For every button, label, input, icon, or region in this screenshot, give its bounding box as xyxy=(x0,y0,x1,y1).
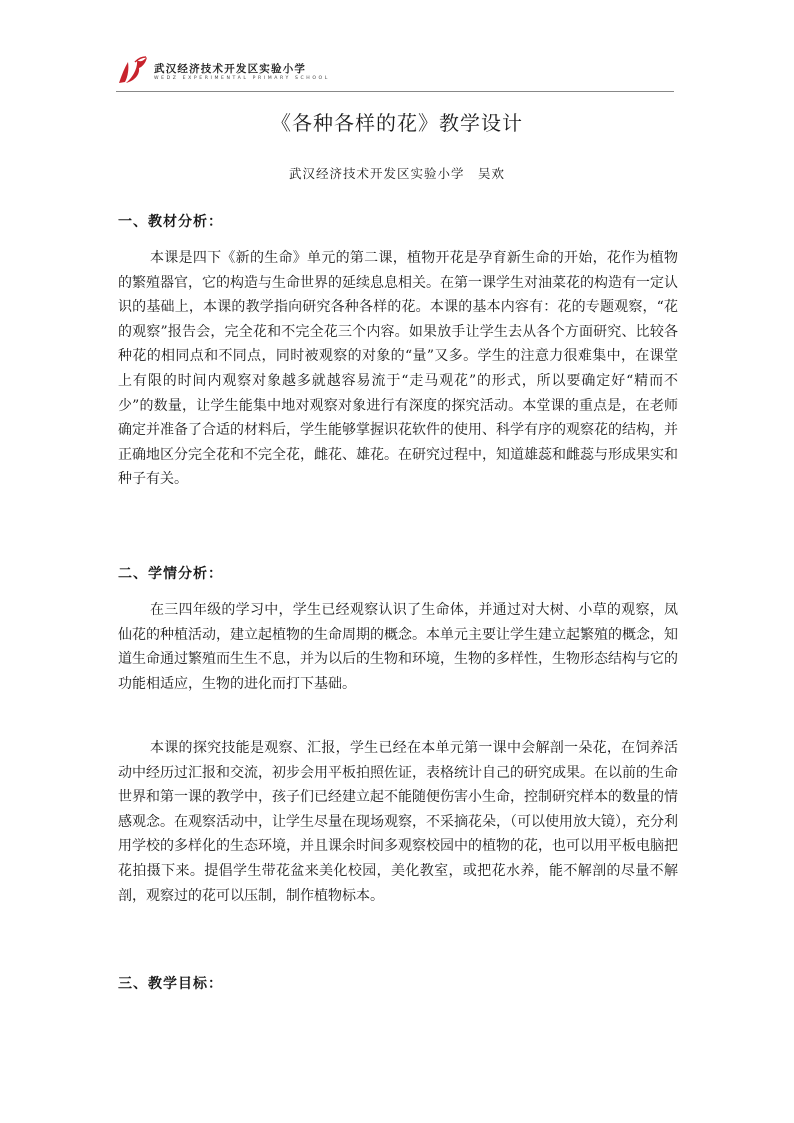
document-title: 《各种各样的花》教学设计 xyxy=(271,111,523,135)
section-heading-material-analysis: 一、教材分析： xyxy=(118,214,223,230)
school-logo-icon xyxy=(116,54,150,86)
paragraph-material-analysis: 本课是四下《新的生命》单元的第二课，植物开花是孕育新生命的开始，花作为植物的繁殖器官，它的构造与生命世界的延续息息相关。在第一课学生对油菜花的构造有一定认识的基础上，本课的教学指向研究各种各样的花。本课的基本内容有：花的专题观察，“花的观察”报告会，完全花和不完全花三个内容。如果放手让学生去从各个方面研究、比较各种花的相同点和不同点，同时被观察的对象的“量”又多。学生的注意力很难集中，在课堂上有限的时间内观察对象越多就越容易流于“走马观花”的形式，所以要确定好“精而不少”的数量，让学生能集中地对观察对象进行有深度的探究活动。本堂课的重点是，在老师确定并准备了合适的材料后，学生能够掌握识花软件的使用、科学有序的观察花的结构，并正确地区分完全花和不完全花，雌花、雄花。在研究过程中，知道雄蕊和雌蕊与形成果实和种子有关。 xyxy=(118,250,678,488)
section-heading-student-analysis: 二、学情分析： xyxy=(118,566,223,582)
school-name-en: WEDZ EXPERIMENTAL PRIMARY SCHOOL xyxy=(154,76,330,81)
school-name-cn: 武汉经济技术开发区实验小学 xyxy=(154,63,307,75)
paragraph-student-analysis-2: 本课的探究技能是观察、汇报，学生已经在本单元第一课中会解剖一朵花，在饲养活动中经历过汇报和交流，初步会用平板拍照佐证，表格统计自己的研究成果。在以前的生命世界和第一课的教学中，孩子们已经建立起不能随便伤害小生命，控制研究样本的数量的情感观念。在观察活动中，让学生尽量在现场观察，不采摘花朵，（可以使用放大镜），充分利用学校的多样化的生态环境，并且课余时间多观察校园中的植物的花，也可以用平板电脑把花拍摄下来。提倡学生带花盆来美化校园，美化教室，或把花水养，能不解剖的尽量不解剖，观察过的花可以压制，制作植物标本。 xyxy=(118,740,678,904)
author-byline: 武汉经济技术开发区实验小学 吴欢 xyxy=(288,166,505,181)
header-divider xyxy=(116,91,674,92)
page-header xyxy=(116,52,676,92)
section-heading-teaching-goals: 三、教学目标： xyxy=(118,976,223,992)
paragraph-student-analysis-1: 在三四年级的学习中，学生已经观察认识了生命体，并通过对大树、小草的观察，凤仙花的种植活动，建立起植物的生命周期的概念。本单元主要让学生建立起繁殖的概念，知道生命通过繁殖而生生不息，并为以后的生物和环境，生物的多样性，生物形态结构与它的功能相适应，生物的进化而打下基础。 xyxy=(118,602,678,692)
